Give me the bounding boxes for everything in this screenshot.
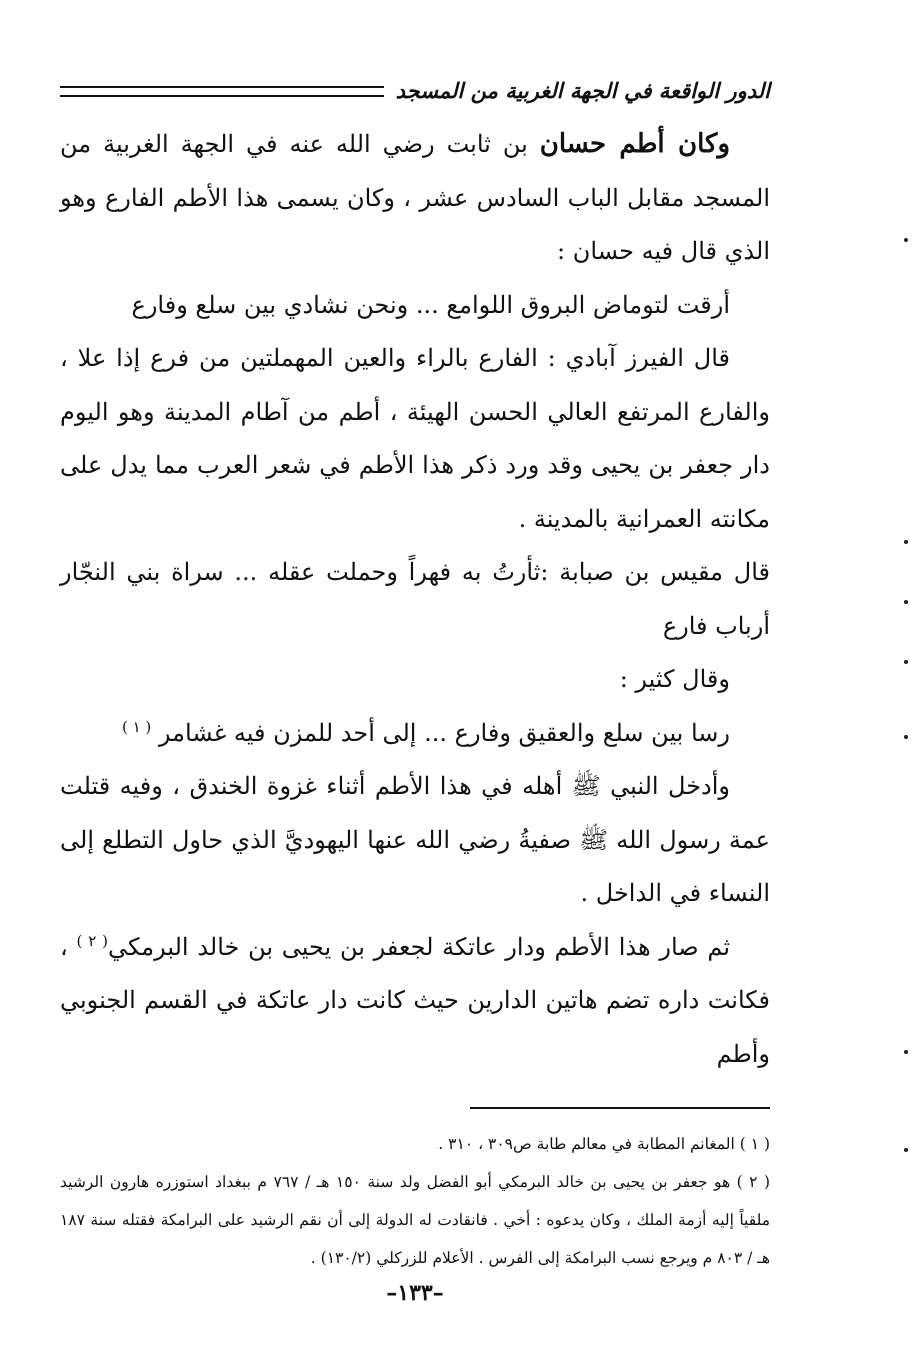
page-number: –١٣٣– [386, 1280, 444, 1306]
verse-line: أرقت لتوماض البروق اللوامع ... ونحن نشادي بين سلع وفارع [131, 290, 730, 319]
book-page [60, 70, 770, 1310]
running-header [60, 70, 770, 112]
verse-text: رسا بين سلع والعقيق وفارع ... إلى أحد للمزن فيه غشامر [158, 718, 730, 747]
speck [904, 600, 908, 604]
main-text [60, 118, 770, 1081]
speck [904, 238, 908, 242]
running-title: الدور الواقعة في الجهة الغربية من المسجد [395, 79, 770, 103]
header-double-rule [60, 86, 384, 97]
footnote-marker: ( ١ ) [121, 717, 152, 736]
verse-line [60, 707, 770, 761]
paragraph [60, 118, 770, 279]
paragraph [60, 921, 770, 1082]
paragraph: قال الفيرز آبادي : الفارع بالراء والعين المهملتين من فرع إذا علا ، والفارع المرتفع العالي الحسن الهيئة ، أطم من آطام المدينة وهو اليوم دار جعفر بن يحيى وقد ورد ذكر هذا الأطم في شعر العرب مما يدل على مكانته العمرانية بالمدينة . [60, 344, 770, 533]
paragraph-text: ، فكانت داره تضم هاتين الدارين حيث كانت دار عاتكة في القسم الجنوبي وأطم [60, 932, 770, 1068]
speck [904, 735, 908, 739]
paragraph: وأدخل النبي ﷺ أهله في هذا الأطم أثناء غزوة الخندق ، وفيه قتلت عمة رسول الله ﷺ صفيةُ رضي الله عنها اليهوديَّ الذي حاول التطلع إلى النساء في الداخل . [60, 772, 770, 907]
speck [904, 660, 908, 664]
lead-phrase: وكان أطم حسان [539, 129, 730, 159]
footnote-marker: ( ٢ ) [76, 931, 109, 950]
footnote-separator [470, 1107, 770, 1109]
speck [904, 1050, 908, 1054]
footnotes [60, 1125, 770, 1277]
paragraph-text: بن ثابت رضي الله عنه في الجهة الغربية من المسجد مقابل الباب السادس عشر ، وكان يسمى هذا الأطم الفارع وهو الذي قال فيه حسان : [60, 130, 770, 265]
paragraph-text: ثم صار هذا الأطم ودار عاتكة لجعفر بن يحيى بن خالد البرمكي [108, 932, 731, 961]
paragraph: قال مقيس بن صبابة :ثأرتُ به فهراً وحملت عقله ... سراة بني النجّار أرباب فارع [60, 558, 770, 640]
scan-margin-specks [894, 0, 914, 1349]
footnote: ( ١ ) المغانم المطابة في معالم طابة ص٣٠٩ ، ٣١٠ . [438, 1135, 770, 1153]
speck [904, 540, 908, 544]
speck [904, 1148, 908, 1152]
footnote: ( ٢ ) هو جعفر بن يحيى بن خالد البرمكي أبو الفضل ولد سنة ١٥٠ هـ / ٧٦٧ م ببغداد استوزره هارون الرشيد ملقياً إليه أزمة الملك ، وكان يدعوه : أخي . فانقادت له الدولة إلى أن نقم الرشيد على البرامكة فقتله سنة ١٨٧ هـ / ٨٠٣ م ويرجع نسب البرامكة إلى الفرس . الأعلام للزركلي (١٣٠/٢) . [60, 1173, 770, 1267]
paragraph: وقال كثير : [619, 665, 730, 693]
